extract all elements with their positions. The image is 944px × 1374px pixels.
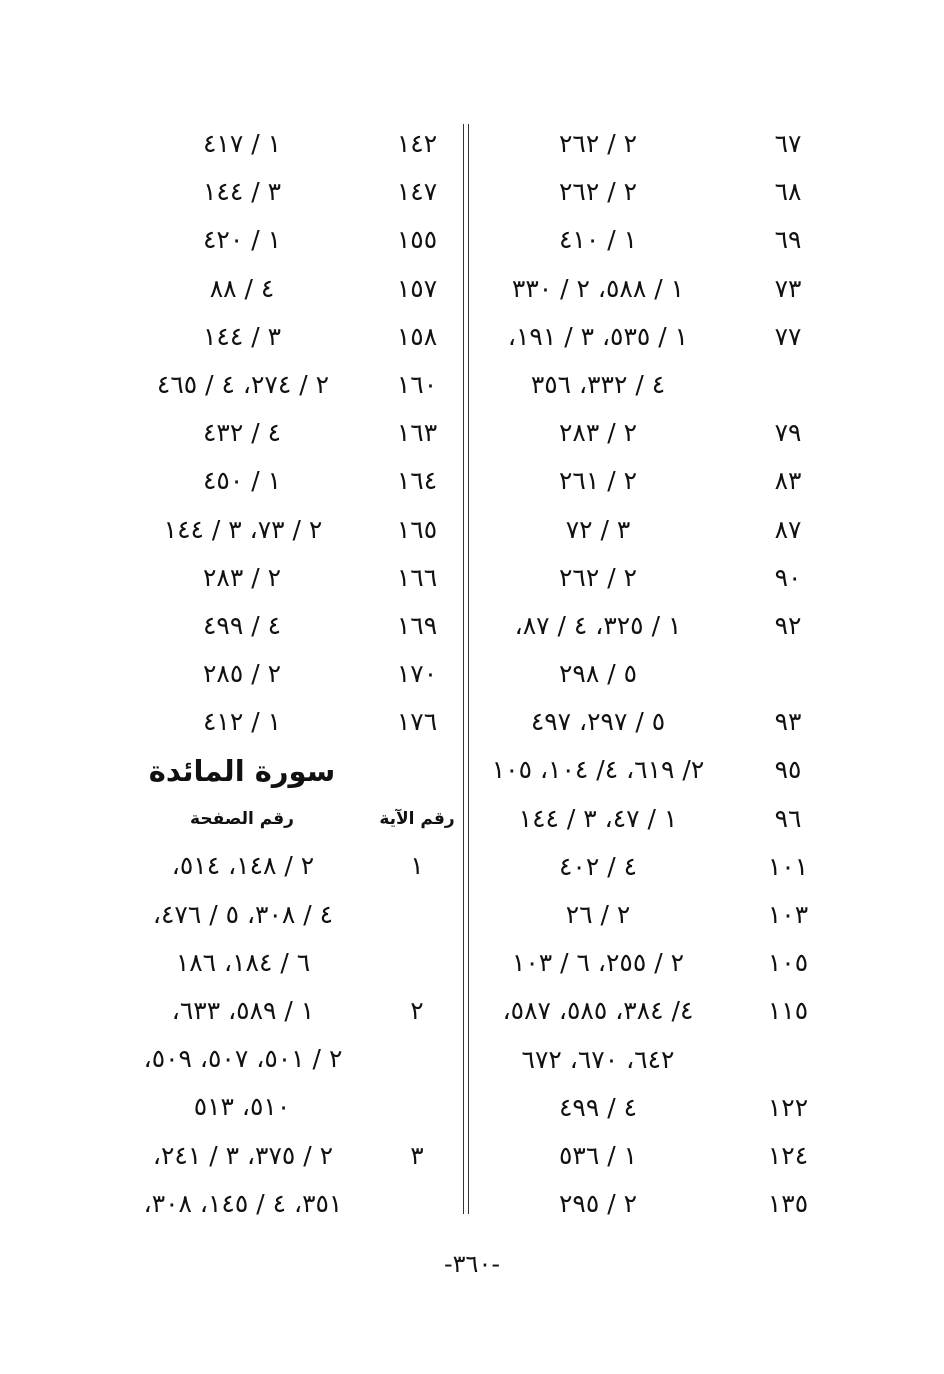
- index-row: [120, 120, 462, 168]
- column-headers: [120, 796, 462, 842]
- ayah-number: ١٥٨: [396, 321, 438, 351]
- index-row: [478, 216, 818, 264]
- ayah-number: ٩٢: [774, 610, 802, 640]
- index-row: [120, 1132, 462, 1180]
- page-reference: ٢/ ٦١٩، ٤/ ١٠٤، ١٠٥: [491, 755, 705, 785]
- index-row: [120, 1083, 462, 1131]
- page-reference: ١ / ٤١٧: [202, 129, 282, 158]
- index-row: [478, 746, 818, 794]
- header-page-number: رقم الصفحة: [190, 809, 294, 830]
- index-row: [478, 361, 818, 409]
- index-row: [478, 987, 818, 1035]
- ayah-number: ٦٧: [774, 129, 802, 158]
- ayah-number: ٩٠: [774, 562, 802, 592]
- page-reference: ١ / ٤٧، ٣ / ١٤٤: [518, 803, 678, 833]
- index-row: [478, 698, 818, 746]
- page-reference: ٢ / ١٤٨، ٥١٤،: [171, 851, 315, 881]
- ayah-number: ٣: [410, 1140, 424, 1170]
- page-reference: ١ / ٤٢٠: [202, 225, 282, 255]
- ayah-number: ١٢٢: [767, 1092, 809, 1122]
- page-reference: ٣ / ٧٢: [565, 514, 631, 544]
- page-number: -٣٦٠-: [443, 1250, 500, 1278]
- page-reference: ٤ / ٨٨: [209, 273, 275, 303]
- index-row: [478, 891, 818, 939]
- page-reference: ٢ / ٢٦٢: [558, 129, 638, 158]
- index-row: [478, 795, 818, 843]
- index-row: [120, 602, 462, 650]
- surah-heading: [120, 746, 462, 796]
- index-row: [120, 168, 462, 216]
- page-reference: ٢ / ٢٦٢: [558, 562, 638, 592]
- index-row: [120, 698, 462, 746]
- index-row: [120, 409, 462, 457]
- index-row: [478, 168, 818, 216]
- page-reference: ٤ / ٣٠٨، ٥ / ٤٧٦،: [152, 899, 334, 929]
- ayah-number: ١: [410, 851, 424, 881]
- index-row: [120, 265, 462, 313]
- page-reference: ١ / ٥٨٩، ٦٣٣،: [171, 996, 315, 1025]
- ayah-number: ١٦٩: [396, 610, 438, 640]
- ayah-number: ٨٧: [774, 514, 802, 544]
- page-reference: ٤/ ٣٨٤، ٥٨٥، ٥٨٧،: [502, 996, 694, 1026]
- index-row: [478, 1036, 818, 1084]
- ayah-number: ١٦٦: [396, 562, 438, 592]
- page-reference: ٥١٠، ٥١٣: [193, 1092, 291, 1122]
- left-column: [120, 120, 462, 1228]
- page-reference: ٣٥١، ٤ / ١٤٥، ٣٠٨،: [143, 1188, 343, 1218]
- ayah-number: ١٠٥: [767, 948, 809, 978]
- page-reference: ٤ / ٤٩٩: [558, 1092, 638, 1122]
- index-row: [478, 602, 818, 650]
- index-row: [120, 361, 462, 409]
- page-reference: ٥ / ٢٩٨: [558, 659, 638, 689]
- ayah-number: ٧٩: [774, 418, 802, 448]
- index-row: [478, 265, 818, 313]
- index-row: [478, 506, 818, 554]
- index-row: [478, 457, 818, 505]
- page-reference: ٢ / ٢٩٥: [558, 1189, 638, 1219]
- page-reference: ٤ / ٣٣٢، ٣٥٦: [530, 369, 666, 399]
- index-row: [120, 842, 462, 890]
- ayah-number: ٨٣: [774, 466, 802, 496]
- ayah-number: ١٦٠: [396, 369, 438, 399]
- index-row: [478, 843, 818, 891]
- page-reference: ٦٤٢، ٦٧٠، ٦٧٢: [521, 1044, 675, 1074]
- index-row: [478, 313, 818, 361]
- page-reference: ١ / ٥٨٨، ٢ / ٣٣٠: [511, 273, 685, 303]
- index-row: [120, 313, 462, 361]
- index-row: [120, 1180, 462, 1228]
- ayah-number: ١٧٦: [396, 707, 438, 737]
- ayah-number: ٧٧: [774, 321, 802, 351]
- ayah-number: ٩٣: [774, 707, 802, 737]
- ayah-number: ١٣٥: [767, 1189, 809, 1219]
- ayah-number: ١٤٢: [396, 129, 438, 158]
- ayah-number: ٢: [410, 996, 424, 1025]
- index-row: [120, 891, 462, 939]
- index-row: [478, 1180, 818, 1228]
- index-row: [120, 939, 462, 987]
- header-ayah-number: رقم الآية: [379, 809, 455, 830]
- ayah-number: ١٤٧: [396, 177, 438, 207]
- index-row: [120, 216, 462, 264]
- page-reference: ٢ / ٢٨٣: [558, 418, 638, 448]
- ayah-number: ٦٨: [774, 177, 802, 207]
- page-reference: ٢ / ٢٦: [565, 900, 631, 929]
- page-reference: ٤ / ٤٠٢: [558, 851, 638, 881]
- page-reference: ٢ / ٥٠١، ٥٠٧، ٥٠٩،: [143, 1044, 343, 1074]
- index-row: [478, 1132, 818, 1180]
- ayah-number: ١٥٥: [396, 225, 438, 255]
- index-row: [120, 650, 462, 698]
- page-reference: ٢ / ٢٧٤، ٤ / ٤٦٥: [156, 369, 330, 399]
- page-reference: ١ / ٤٥٠: [202, 466, 282, 496]
- index-row: [120, 506, 462, 554]
- index-row: [120, 554, 462, 602]
- page-reference: ١ / ٥٣٦: [558, 1140, 638, 1170]
- page-reference: ٢ / ٢٦١: [558, 466, 638, 496]
- ayah-number: ١٦٥: [396, 514, 438, 544]
- right-column: [478, 120, 818, 1228]
- ayah-number: ٦٩: [774, 225, 802, 255]
- page-reference: ١ / ٣٢٥، ٤ / ٨٧،: [514, 610, 682, 640]
- index-row: [478, 1084, 818, 1132]
- index-row: [478, 554, 818, 602]
- index-row: [120, 987, 462, 1035]
- page-reference: ٢ / ٢٦٢: [558, 177, 638, 207]
- page-reference: ١ / ٤١٢: [202, 707, 282, 737]
- index-row: [478, 650, 818, 698]
- page-reference: ١ / ٥٣٥، ٣ / ١٩١،: [507, 321, 689, 351]
- page-reference: ٥ / ٢٩٧، ٤٩٧: [530, 707, 666, 737]
- index-row: [120, 457, 462, 505]
- ayah-number: ١٦٤: [396, 466, 438, 496]
- page-reference: ٢ / ٧٣، ٣ / ١٤٤: [163, 514, 323, 544]
- surah-title: سورة المائدة: [148, 754, 336, 789]
- page-reference: ٤ / ٤٣٢: [202, 418, 282, 448]
- ayah-number: ١٠٣: [767, 900, 809, 929]
- page-reference: ٢ / ٢٨٥: [202, 659, 282, 689]
- ayah-number: ١٠١: [767, 851, 809, 881]
- ayah-number: ٩٦: [774, 803, 802, 833]
- ayah-number: ١١٥: [767, 996, 809, 1026]
- index-row: [478, 939, 818, 987]
- page-reference: ٣ / ١٤٤: [202, 177, 282, 207]
- page-reference: ١ / ٤١٠: [558, 225, 638, 255]
- page-reference: ٢ / ٢٥٥، ٦ / ١٠٣: [511, 948, 685, 978]
- ayah-number: ١٥٧: [396, 273, 438, 303]
- index-row: [478, 120, 818, 168]
- page-reference: ٢ / ٢٨٣: [202, 562, 282, 592]
- ayah-number: ١٦٣: [396, 418, 438, 448]
- page-reference: ٦ / ١٨٤، ١٨٦: [175, 947, 311, 977]
- page-reference: ٢ / ٣٧٥، ٣ / ٢٤١،: [152, 1140, 334, 1170]
- ayah-number: ٩٥: [774, 755, 802, 785]
- ayah-number: ١٢٤: [767, 1140, 809, 1170]
- ayah-number: ١٧٠: [396, 659, 438, 689]
- page-reference: ٣ / ١٤٤: [202, 321, 282, 351]
- page-reference: ٤ / ٤٩٩: [202, 610, 282, 640]
- index-row: [120, 1035, 462, 1083]
- index-row: [478, 409, 818, 457]
- ayah-number: ٧٣: [774, 273, 802, 303]
